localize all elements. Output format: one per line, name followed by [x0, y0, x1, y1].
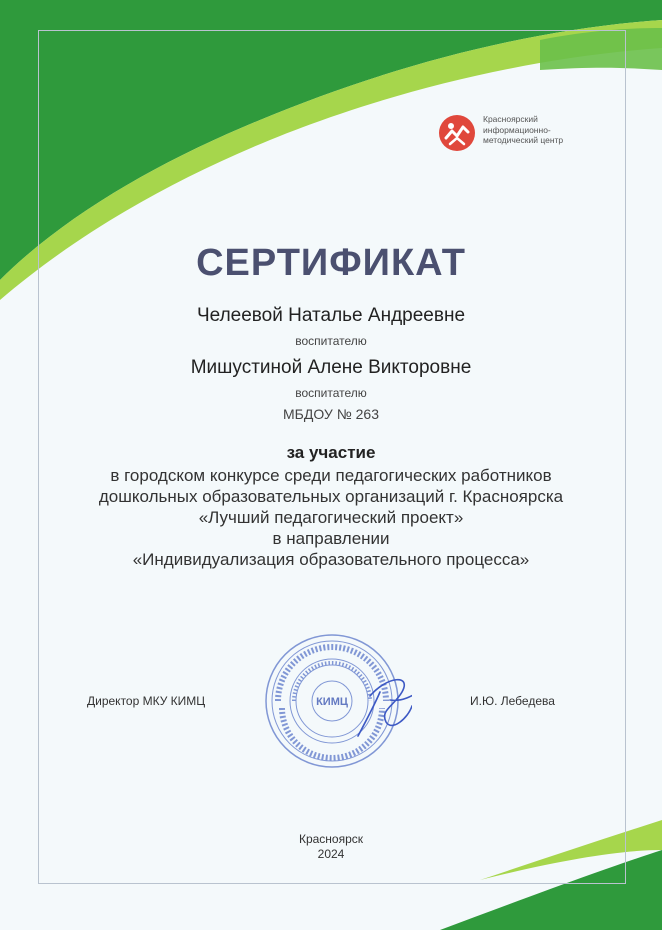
organization-logo-text: Красноярский информационно- методический центр [483, 114, 564, 145]
organization-logo-icon [438, 114, 476, 152]
recipient-name-2: Мишустиной Алене Викторовне [190, 357, 472, 378]
participation-heading: за участие [286, 443, 376, 462]
recipient-organization: МБДОУ № 263 [283, 406, 379, 422]
director-title: Директор МКУ КИМЦ [87, 694, 206, 708]
description-line: в городском конкурсе среди педагогических работников [110, 466, 552, 485]
description-line: «Лучший педагогический проект» [198, 508, 464, 527]
certificate-title: СЕРТИФИКАТ [196, 242, 466, 284]
description-line: «Индивидуализация образовательного процесса» [132, 550, 530, 569]
recipient-position-1: воспитателю [295, 334, 367, 348]
stamp-center-text: КИМЦ [316, 696, 348, 708]
organization-logo [438, 110, 608, 154]
participation-description [0, 465, 662, 570]
issue-year: 2024 [317, 847, 345, 861]
issue-city: Красноярск [298, 832, 364, 846]
official-stamp [262, 626, 412, 776]
recipient-name-1: Челеевой Наталье Андреевне [196, 305, 466, 326]
recipient-position-2: воспитателю [295, 386, 367, 400]
description-line: в направлении [272, 529, 390, 548]
signer-name: И.Ю. Лебедева [470, 694, 555, 708]
description-line: дошкольных образовательных организаций г. Красноярска [98, 487, 564, 506]
